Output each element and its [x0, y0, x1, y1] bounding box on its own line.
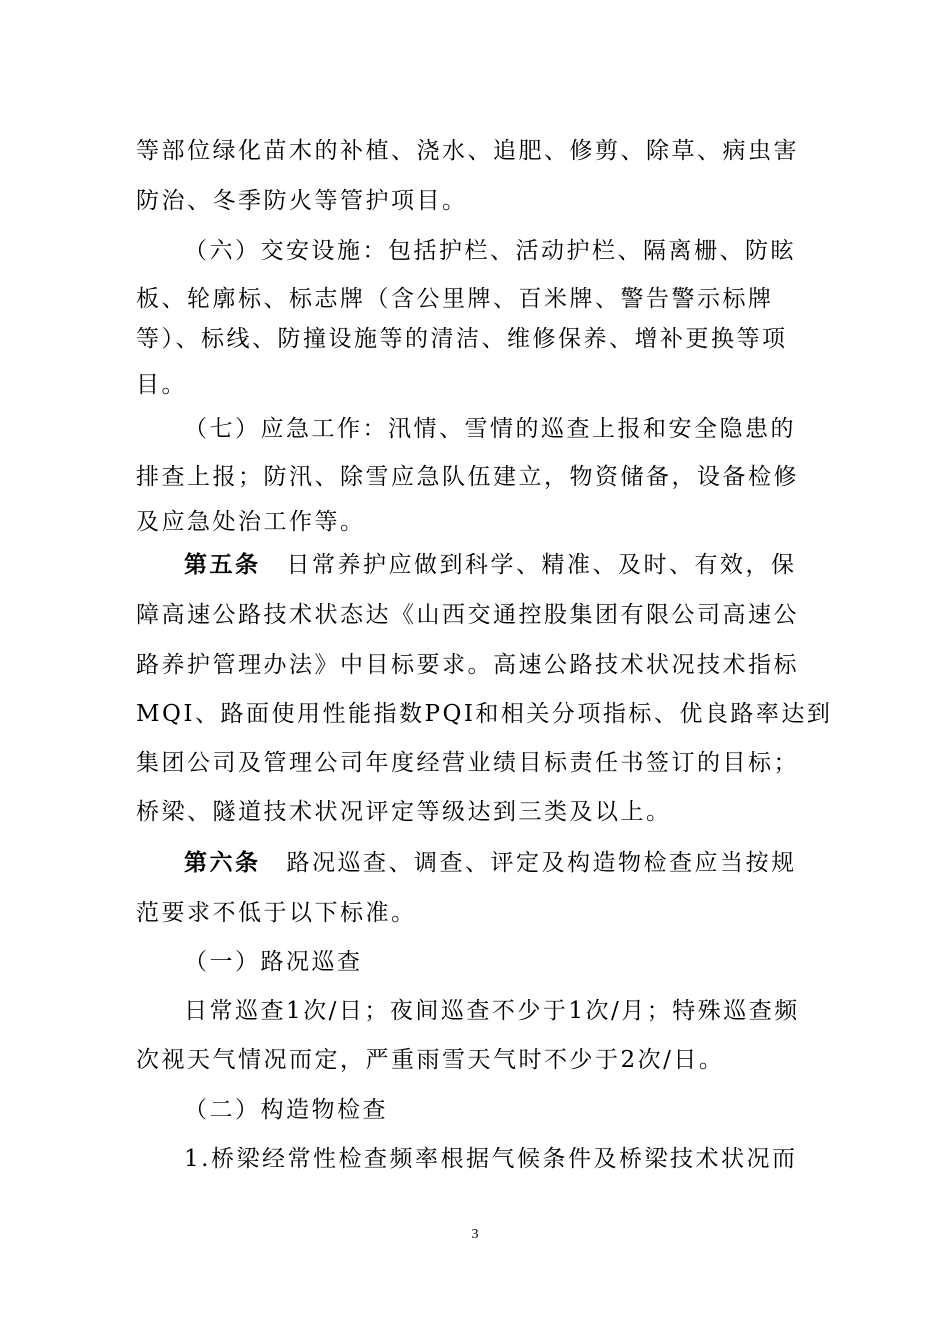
paragraph-line: 及应急处治工作等。 [136, 509, 366, 535]
paragraph-text: 路况巡查、调查、评定及构造物检查应当按规 [286, 850, 797, 876]
paragraph-line: （六）交安设施：包括护栏、活动护栏、隔离栅、防眩 [184, 238, 796, 264]
article-six-heading: 第六条 [184, 849, 261, 876]
article-five-line [184, 548, 836, 582]
paragraph-line: 桥梁、隧道技术状况评定等级达到三类及以上。 [136, 799, 672, 825]
paragraph-line: 板、轮廓标、标志牌（含公里牌、百米牌、警告警示标牌 [136, 286, 774, 312]
article-five-heading: 第五条 [184, 551, 261, 578]
paragraph-line: 障高速公路技术状态达《山西交通控股集团有限公司高速公 [136, 602, 799, 628]
paragraph-line: 范要求不低于以下标准。 [136, 900, 417, 926]
paragraph-line: （七）应急工作：汛情、雪情的巡查上报和安全隐患的 [184, 416, 796, 442]
paragraph-text: 日常养护应做到科学、精准、及时、有效，保 [286, 552, 797, 578]
paragraph-line: 路养护管理办法》中目标要求。高速公路技术状况技术指标 [136, 652, 799, 678]
page-number: 3 [471, 1227, 479, 1242]
paragraph-line: 防治、冬季防火等管护项目。 [136, 188, 468, 214]
paragraph-line: 排查上报；防汛、除雪应急队伍建立，物资储备，设备检修 [136, 464, 799, 490]
section-heading: （二）构造物检查 [184, 1097, 388, 1123]
paragraph-line: 1.桥梁经常性检查频率根据气候条件及桥梁技术状况而 [184, 1146, 798, 1172]
paragraph-line: 集团公司及管理公司年度经营业绩目标责任书签订的目标； [136, 750, 799, 776]
paragraph-line: MQI、路面使用性能指数PQI和相关分项指标、优良路率达到 [136, 701, 833, 727]
paragraph-line: 日常巡查1次/日；夜间巡查不少于1次/月；特殊巡查频 [184, 998, 800, 1024]
paragraph-line: 等）、标线、防撞设施等的清洁、维修保养、增补更换等项 [136, 326, 788, 352]
paragraph-line: 次视天气情况而定，严重雨雪天气时不少于2次/日。 [136, 1047, 725, 1073]
section-heading: （一）路况巡查 [184, 949, 363, 975]
article-six-line [184, 846, 836, 880]
paragraph-line: 目。 [136, 372, 187, 398]
paragraph-line: 等部位绿化苗木的补植、浇水、追肥、修剪、除草、病虫害 [136, 138, 799, 164]
